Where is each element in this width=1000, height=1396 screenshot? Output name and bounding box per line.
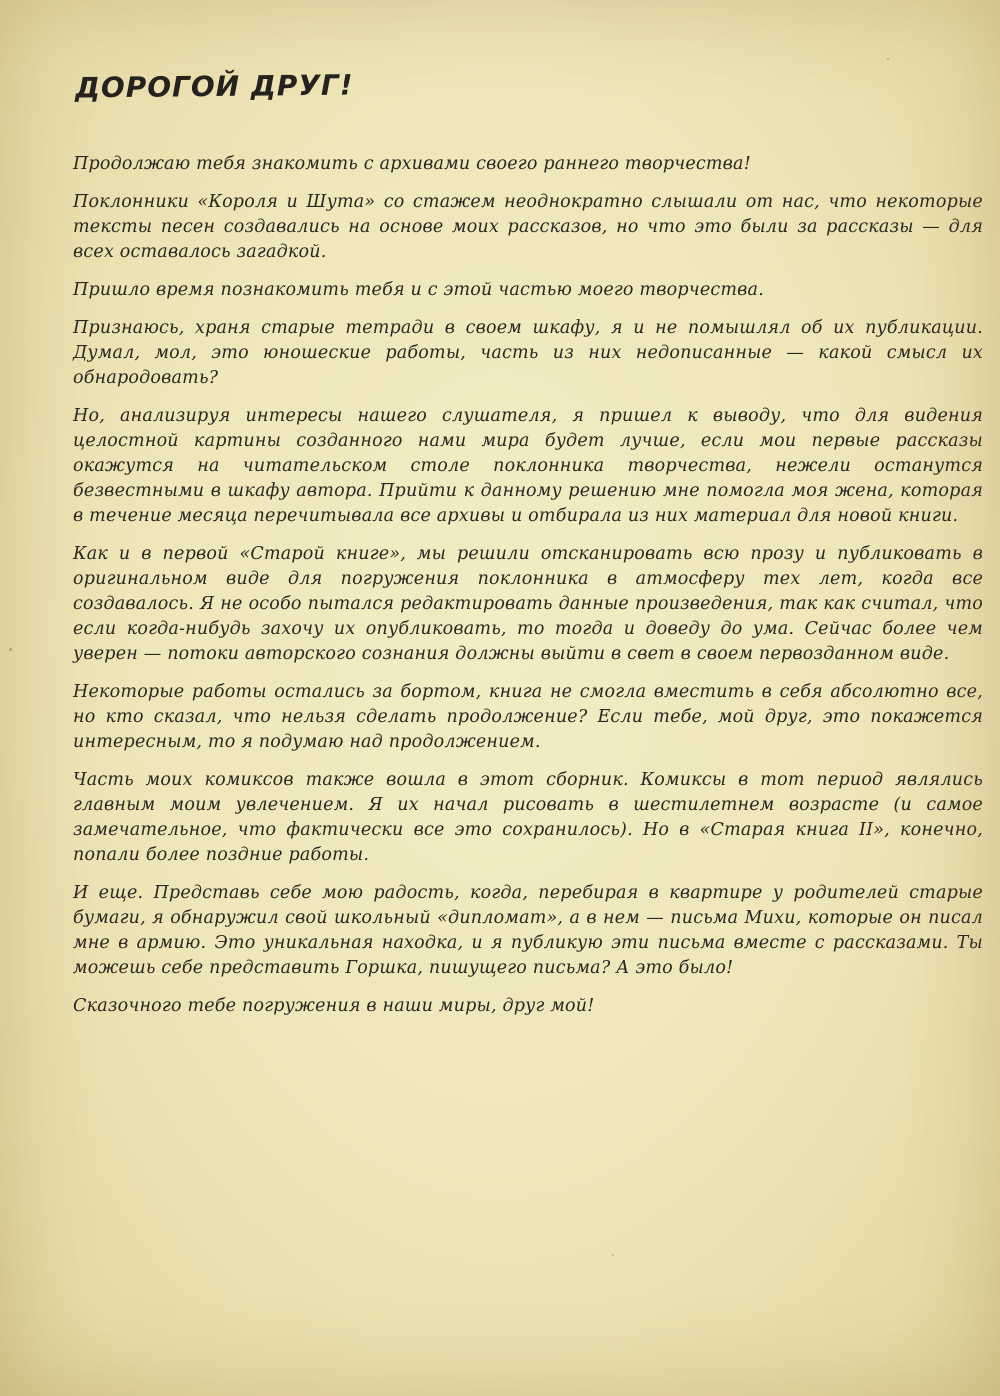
letter-paragraph: Пришло время познакомить тебя и с этой частью моего творчества. <box>73 280 764 300</box>
letter-paragraph: Часть моих комиксов также вошла в этот сборник. Комиксы в тот период являлись главным моим увлечением. Я их начал рисовать в шестилетнем возрасте (и самое замечательное, что фактически все это сохранилось). Но в «Старая книга II», конечно, попали более поздние работы. <box>73 770 983 865</box>
letter-paragraph: Как и в первой «Старой книге», мы решили отсканировать всю прозу и публиковать в оригинальном виде для погружения поклонника в атмосферу тех лет, когда все создавалось. Я не особо пытался редактировать данные произведения, так как считал, что если когда-нибудь захочу их опубликовать, то тогда и доведу до ума. Сейчас более чем уверен — потоки авторского сознания должны выйти в свет в своем первозданном виде. <box>73 544 983 664</box>
paper-speck <box>887 58 889 60</box>
paper-speck <box>612 1254 614 1256</box>
letter-paragraph: Продолжаю тебя знакомить с архивами своего раннего творчества! <box>73 154 751 174</box>
letter-paragraph: Но, анализируя интересы нашего слушателя, я пришел к выводу, что для видения целостной картины созданного нами мира будет лучше, если мои первые рассказы окажутся на читательском столе поклонника творчества, нежели останутся безвестными в шкафу автора. Прийти к данному решению мне помогла моя жена, которая в течение месяца перечитывала все архивы и отбирала из них материал для новой книги. <box>73 406 983 526</box>
letter-paragraph: Сказочного тебе погружения в наши миры, друг мой! <box>73 996 595 1016</box>
paper-speck <box>9 648 12 651</box>
letter-paragraph: И еще. Представь себе мою радость, когда, перебирая в квартире у родителей старые бумаги, я обнаружил свой школьный «дипломат», а в нем — письма Михи, которые он писал мне в армию. Это уникальная находка, и я публикую эти письма вместе с рассказами. Ты можешь себе представить Горшка, пишущего письма? А это было! <box>73 883 983 978</box>
letter-body <box>73 152 983 1032</box>
letter-paragraph: Поклонники «Короля и Шута» со стажем неоднократно слышали от нас, что некоторые тексты песен создавались на основе моих рассказов, но что это были за рассказы — для всех оставалось загадкой. <box>73 192 983 262</box>
letter-paragraph: Некоторые работы остались за бортом, книга не смогла вместить в себя абсолютно все, но кто сказал, что нельзя сделать продолжение? Если тебе, мой друг, это покажется интересным, то я подумаю над продолжением. <box>73 682 983 752</box>
letter-paragraph: Признаюсь, храня старые тетради в своем шкафу, я и не помышлял об их публикации. Думал, мол, это юношеские работы, часть из них недописанные — какой смысл их обнародовать? <box>73 318 983 388</box>
letter-title: ДОРОГОЙ ДРУГ! <box>74 68 354 105</box>
